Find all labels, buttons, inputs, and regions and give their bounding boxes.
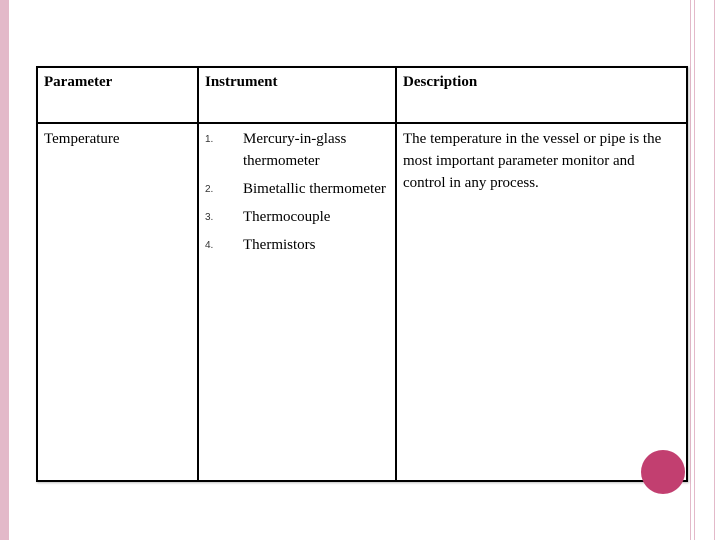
header-cell-description <box>396 67 687 123</box>
header-parameter: Parameter <box>44 74 113 90</box>
instrument-list <box>199 124 395 256</box>
cell-parameter <box>37 123 198 481</box>
header-description: Description <box>403 74 478 90</box>
right-accent-line <box>694 0 695 540</box>
list-item <box>199 128 395 172</box>
list-item <box>199 206 395 228</box>
cell-instruments <box>198 123 396 481</box>
decorative-circle <box>641 450 685 494</box>
instrument-label: Thermocouple <box>243 209 331 225</box>
header-cell-instrument <box>198 67 396 123</box>
header-cell-parameter <box>37 67 198 123</box>
table-row <box>37 123 687 481</box>
header-instrument: Instrument <box>205 74 278 90</box>
list-number: 1. <box>205 134 214 145</box>
list-number: 2. <box>205 184 214 195</box>
parameter-table <box>36 66 688 482</box>
table-header-row <box>37 67 687 123</box>
list-item <box>199 234 395 256</box>
right-accent-line <box>714 0 715 540</box>
instrument-label: Thermistors <box>243 237 316 253</box>
right-accent-line <box>690 0 691 540</box>
list-item <box>199 178 395 200</box>
list-number: 3. <box>205 212 214 223</box>
description-text: The temperature in the vessel or pipe is the most important parameter monitor and control in any process. <box>403 131 662 191</box>
list-number: 4. <box>205 240 214 251</box>
instrument-label: Mercury-in-glass thermometer <box>243 131 347 169</box>
parameter-value: Temperature <box>44 131 120 147</box>
cell-description <box>396 123 687 481</box>
left-accent-bar <box>0 0 9 540</box>
instrument-label: Bimetallic thermometer <box>243 181 386 197</box>
